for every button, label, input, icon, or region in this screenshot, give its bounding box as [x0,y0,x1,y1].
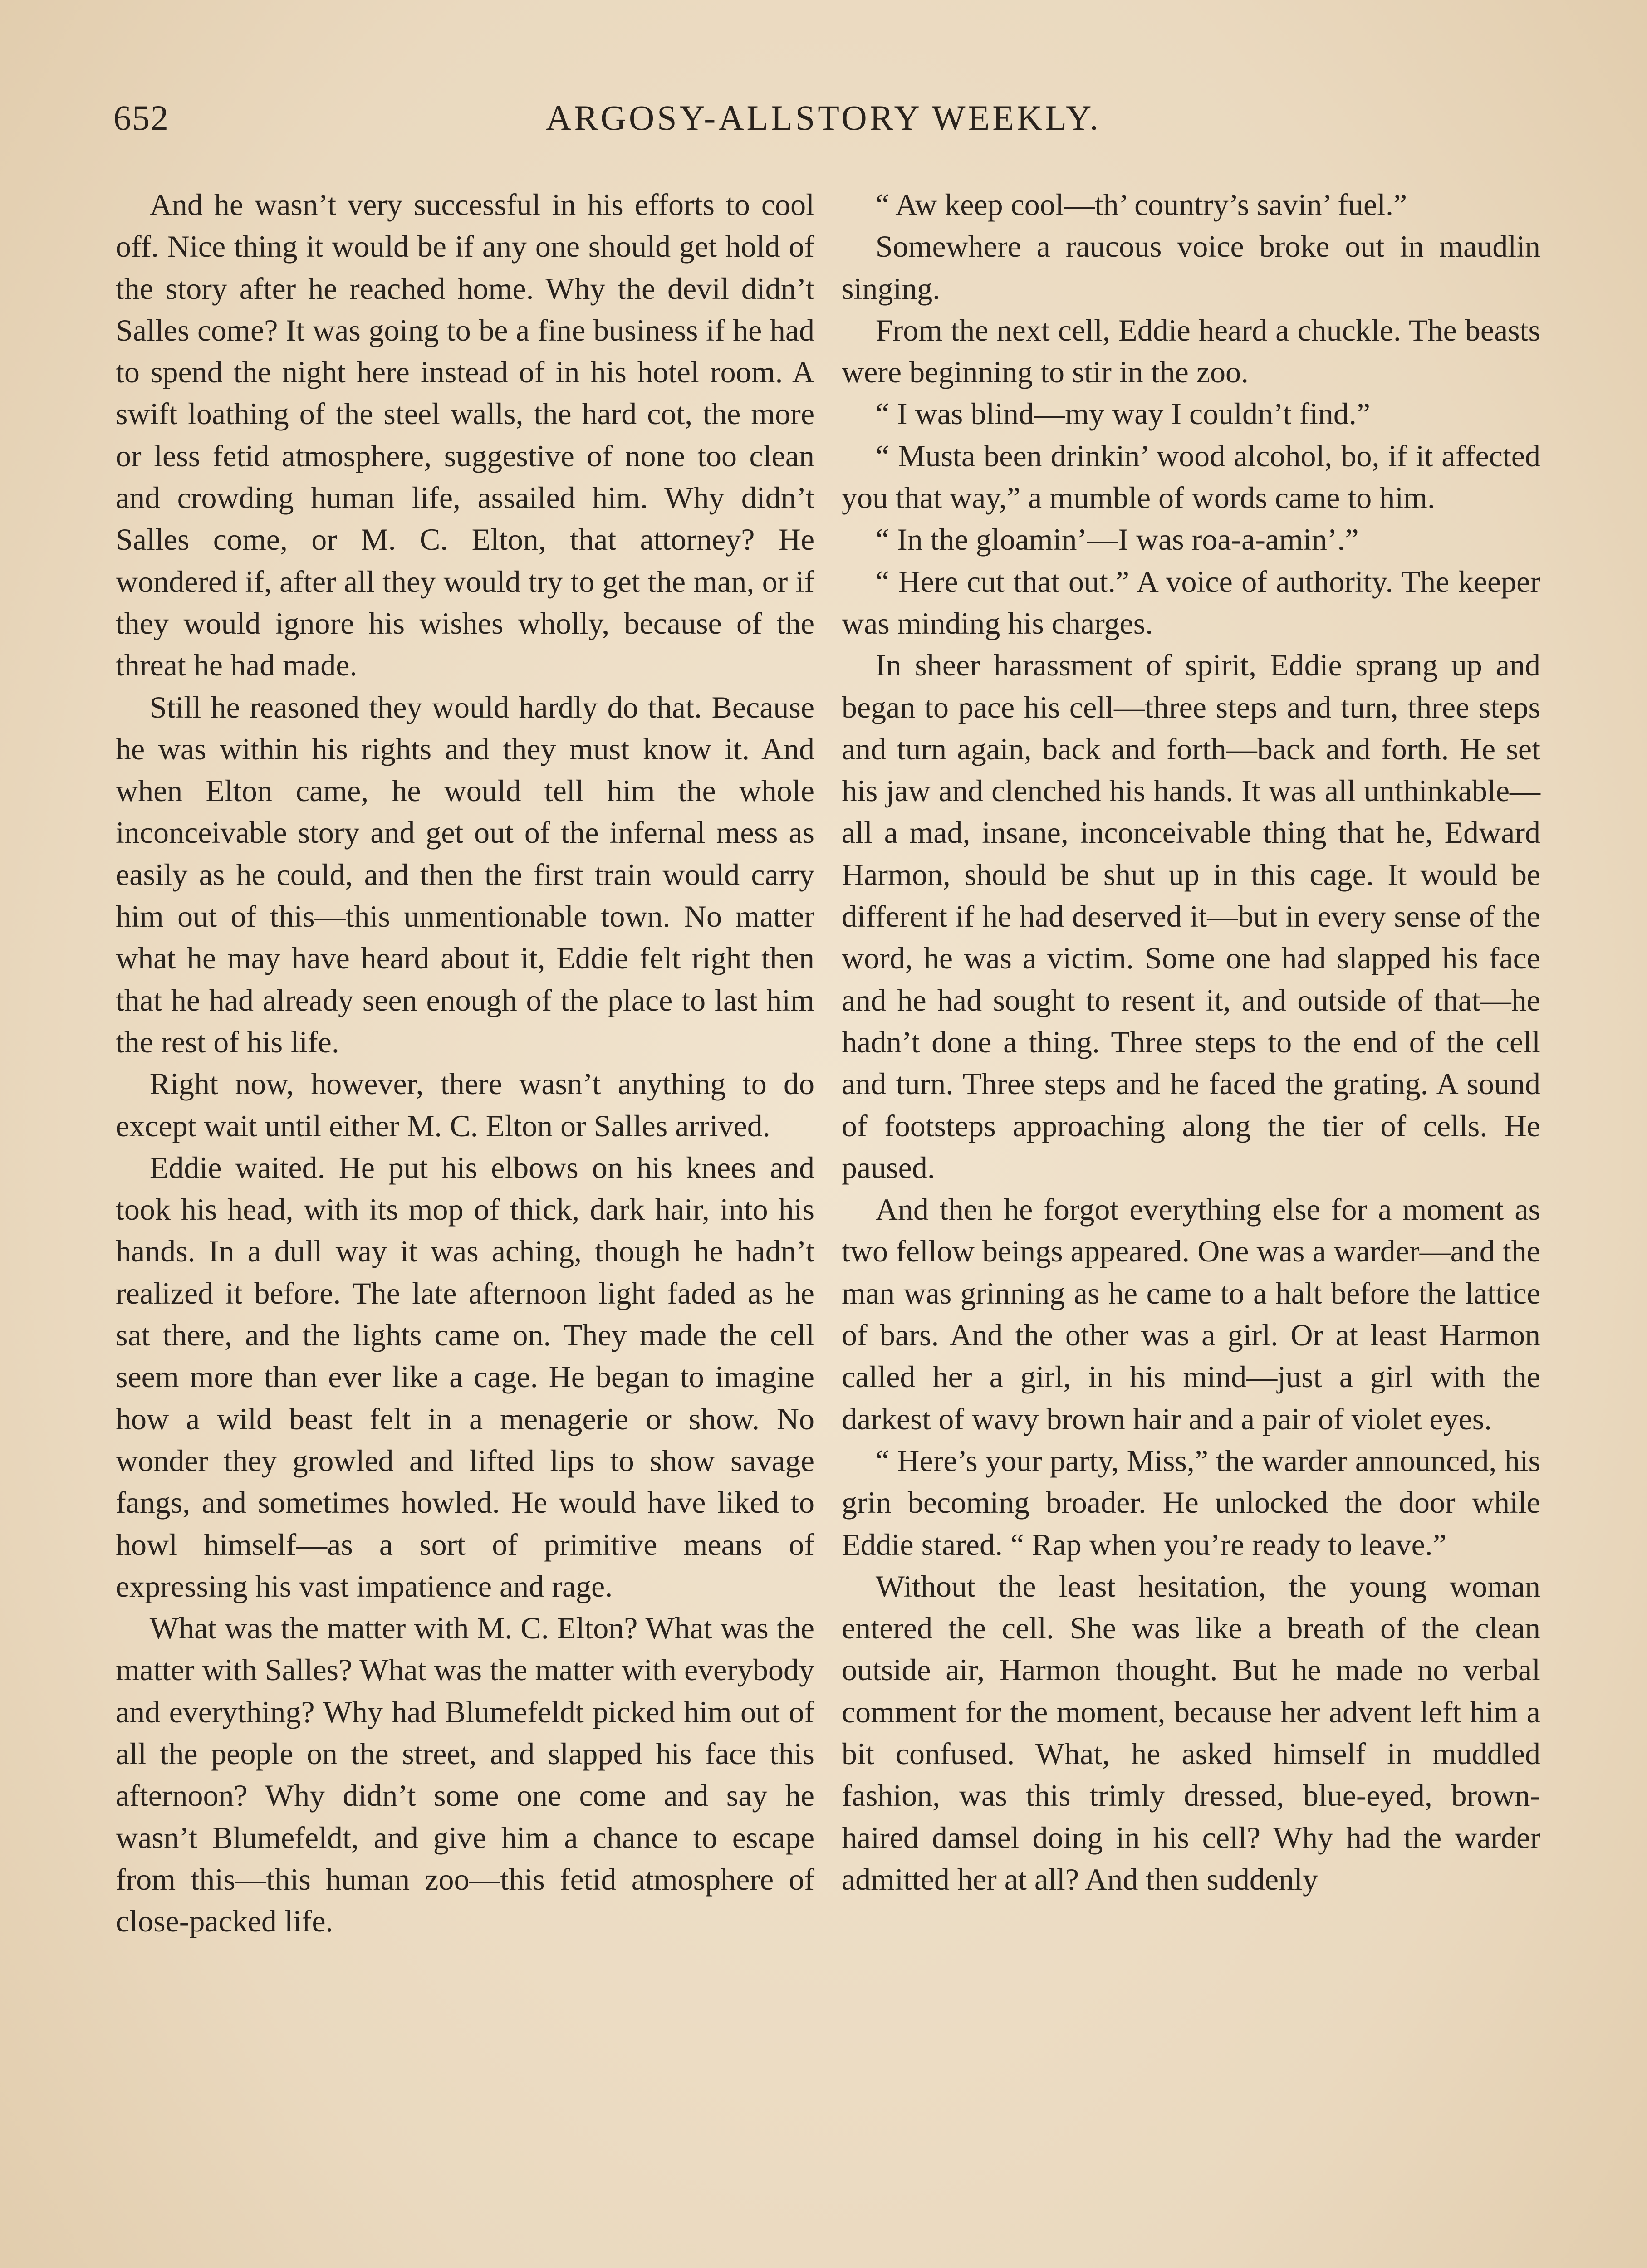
paragraph: Still he reasoned they would hardly do that. Because he was within his rights and they must know it. And when Elton came, he would tell him the whole inconceivable story and get out of the infernal mess as easily as he could, and then the first train would carry him out of this—this unmentionable town. No matter what he may have heard about it, Eddie felt right then that he had already seen enough of the place to last him the rest of his life. [116,689,814,1059]
paragraph: “ Musta been drinkin’ wood alcohol, bo, if it affected you that way,” a mumble of words came to him. [842,438,1540,515]
paragraph: In sheer harassment of spirit, Eddie sprang up and began to pace his cell—three steps and turn, three steps and turn again, back and forth—back and forth. He set his jaw and clenched his hands. It was all unthinkable—all a mad, insane, inconceivable thing that he, Edward Harmon, should be shut up in this cage. It would be different if he had deserved it—but in every sense of the word, he was a victim. Some one had slapped his face and he had sought to resent it, and outside of that—he hadn’t done a thing. Three steps to the end of the cell and turn. Three steps and he faced the grating. A sound of footsteps approaching along the tier of cells. He paused. [842,648,1540,1185]
running-head: ARGOSY-ALLSTORY WEEKLY. [546,98,1101,137]
paragraph: “ In the gloamin’—I was roa-a-amin’.” [875,522,1359,557]
paragraph: “ Here’s your party, Miss,” the warder announced, his grin becoming broader. He unlocked the door while Eddie stared. “ Rap when you’re ready to leave.” [842,1443,1540,1562]
page-header [113,98,1534,147]
paragraph: “ Here cut that out.” A voice of authority. The keeper was minding his charges. [842,564,1540,640]
paragraph: Somewhere a raucous voice broke out in maudlin singing. [842,229,1540,306]
paragraph: Right now, however, there wasn’t anything to do except wait until either M. C. Elton or Salles arrived. [116,1066,814,1143]
right-column [842,184,1540,1900]
paragraph: “ Aw keep cool—th’ country’s savin’ fuel.” [875,187,1407,222]
paragraph: Eddie waited. He put his elbows on his knees and took his head, with its mop of thick, dark hair, into his hands. In a dull way it was aching, though he hadn’t realized it before. The late afternoon light faded as he sat there, and the lights came on. They made the cell seem more than ever like a cage. He began to imagine how a wild beast felt in a menagerie or show. No wonder they growled and lifted lips to show savage fangs, and sometimes howled. He would have liked to howl himself—as a sort of primitive means of expressing his vast impatience and rage. [116,1150,814,1603]
paragraph: From the next cell, Eddie heard a chuckle. The beasts were beginning to stir in the zoo. [842,313,1540,390]
page-number: 652 [113,98,169,137]
paragraph: “ I was blind—my way I couldn’t find.” [875,396,1371,431]
paragraph: And then he forgot everything else for a moment as two fellow beings appeared. One was a warder—and the man was grinning as he came to a halt before the lattice of bars. And the other was a girl. Or at least Harmon called her a girl, in his mind—just a girl with the darkest of wavy brown hair and a pair of violet eyes. [842,1192,1540,1436]
left-column [116,184,814,1942]
paragraph: And he wasn’t very successful in his efforts to cool off. Nice thing it would be if any one should get hold of the story after he reached home. Why the devil didn’t Salles come? It was going to be a fine business if he had to spend the night here instead of in his hotel room. A swift loathing of the steel walls, the hard cot, the more or less fetid atmosphere, suggestive of none too clean and crowding human life, assailed him. Why didn’t Salles come, or M. C. Elton, that attorney? He wondered if, after all they would try to get the man, or if they would ignore his wishes wholly, because of the threat he had made. [116,187,814,683]
paragraph: What was the matter with M. C. Elton? What was the matter with Salles? What was the matter with everybody and everything? Why had Blumefeldt picked him out of all the people on the street, and slapped his face this afternoon? Why didn’t some one come and say he wasn’t Blumefeldt, and give him a chance to escape from this—this human zoo—this fetid atmosphere of close-packed life. [116,1611,814,1939]
paragraph: Without the least hesitation, the young woman entered the cell. She was like a breath of the clean outside air, Harmon thought. But he made no verbal comment for the moment, because her advent left him a bit confused. What, he asked himself in muddled fashion, was this trimly dressed, blue-eyed, brown-haired damsel doing in his cell? Why had the warder admitted her at all? And then suddenly [842,1569,1540,1897]
